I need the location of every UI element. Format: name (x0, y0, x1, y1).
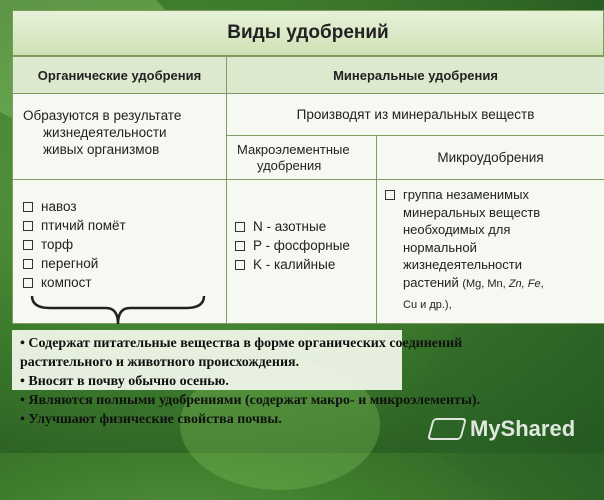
micro-elements-part: (Mg, Mn, (462, 278, 508, 290)
list-item: навоз (23, 198, 226, 215)
checkbox-bullet-icon (23, 202, 33, 212)
slide-title: Виды удобрений (227, 22, 388, 44)
list-item: торф (23, 236, 226, 253)
checkbox-bullet-icon (235, 260, 245, 270)
macro-header-line: удобрения (237, 158, 368, 174)
organic-desc-line: живых организмов (23, 142, 218, 159)
header-organic: Органические удобрения (13, 57, 227, 94)
micro-line: минеральных веществ (403, 204, 544, 222)
organic-desc-line: Образуются в результате (23, 108, 218, 125)
curly-brace-icon (28, 294, 208, 334)
macro-header-line: Макроэлементные (237, 142, 368, 158)
list-item: компост (23, 274, 226, 291)
micro-line: жизнедеятельности (403, 256, 544, 274)
micro-items-cell (377, 180, 604, 324)
checkbox-bullet-icon (235, 241, 245, 251)
macro-header-cell (227, 136, 377, 180)
checkbox-bullet-icon (235, 222, 245, 232)
checkbox-bullet-icon (23, 240, 33, 250)
note-line: растительного и животного происхождения. (20, 353, 590, 372)
mineral-description: Производят из минеральных веществ (227, 94, 604, 136)
macro-items-cell (227, 180, 377, 324)
list-item: птичий помёт (23, 217, 226, 234)
list-item: P - фосфорные (235, 237, 376, 254)
myshared-logo (430, 412, 598, 446)
micro-elements-tail: Cu и др.), (403, 297, 544, 315)
micro-line: группа незаменимых (403, 186, 544, 204)
micro-line: нормальной (403, 239, 544, 257)
fertilizer-table (12, 56, 604, 324)
logo-mark-icon (427, 418, 467, 440)
micro-line: необходимых для (403, 221, 544, 239)
list-item: перегной (23, 255, 226, 272)
header-mineral: Минеральные удобрения (227, 57, 604, 94)
organic-desc-line: жизнедеятельности (23, 125, 218, 142)
checkbox-bullet-icon (23, 259, 33, 269)
note-line: • Вносят в почву обычно осенью. (20, 372, 590, 391)
micro-header: Микроудобрения (377, 136, 604, 180)
note-line: • Содержат питательные вещества в форме органических соединений (20, 334, 590, 353)
note-line: • Являются полными удобрениями (содержат макро- и микроэлементы). (20, 391, 590, 410)
organic-description-cell (13, 94, 227, 180)
slide-title-bar (12, 10, 604, 56)
list-item: N - азотные (235, 218, 376, 235)
checkbox-bullet-icon (23, 221, 33, 231)
list-item: K - калийные (235, 256, 376, 273)
micro-elements-italic: Zn, Fe (509, 278, 541, 290)
logo-text: MyShared (470, 416, 575, 442)
micro-elements-comma: , (541, 278, 544, 290)
checkbox-bullet-icon (385, 190, 395, 200)
checkbox-bullet-icon (23, 278, 33, 288)
note-line: • Улучшают физические свойства почвы. (20, 410, 590, 429)
micro-line: растений (Mg, Mn, Zn, Fe, (403, 274, 544, 294)
